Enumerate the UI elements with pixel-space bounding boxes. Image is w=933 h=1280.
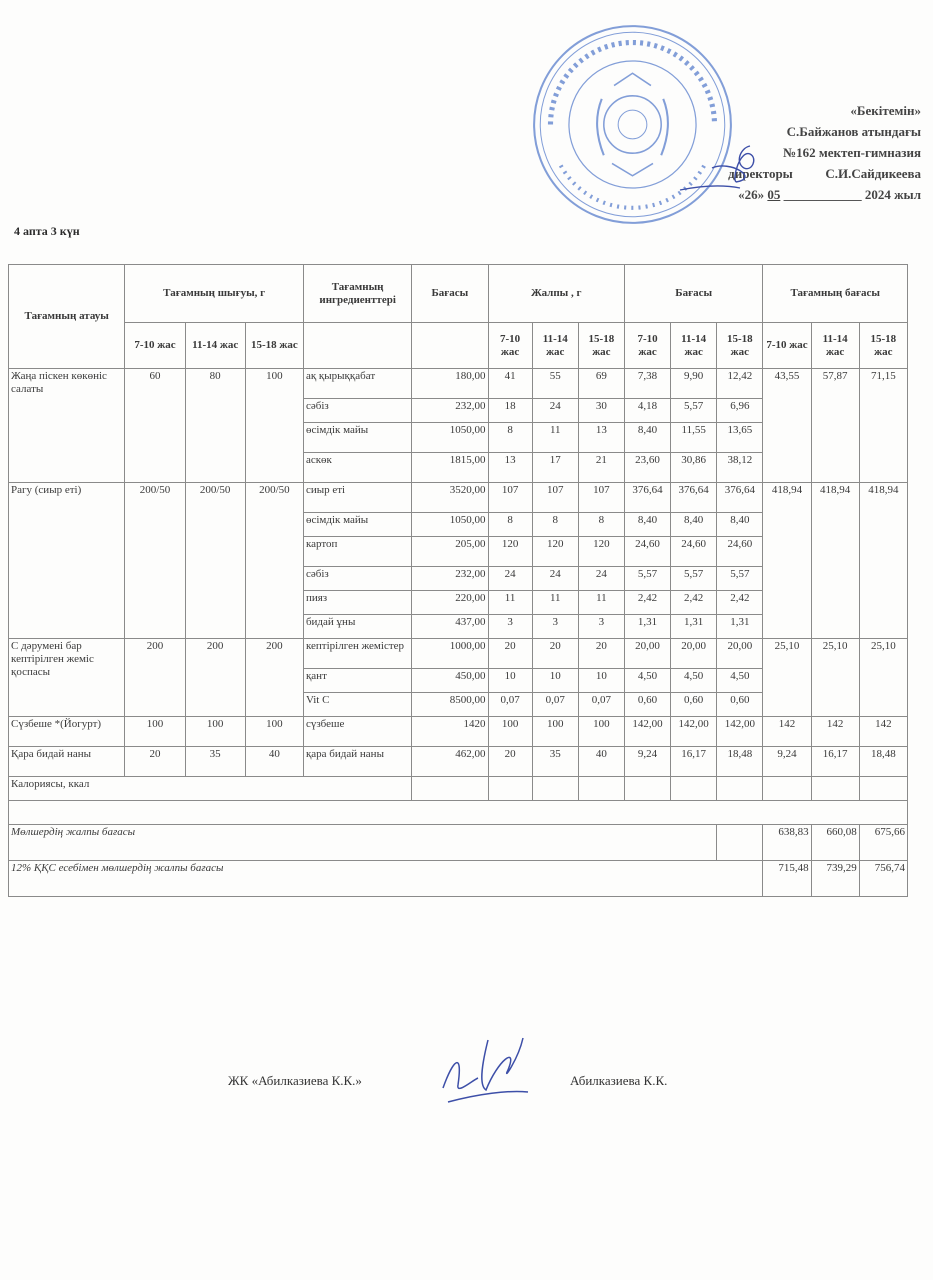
header-gross: Жалпы , г xyxy=(488,265,624,323)
gross-weight: 55 xyxy=(532,369,578,399)
gross-weight: 0,07 xyxy=(578,693,624,717)
header-cost: Бағасы xyxy=(624,265,762,323)
ingredient-price: 1420 xyxy=(412,717,488,747)
dish-output: 100 xyxy=(245,369,303,483)
ingredient-cost: 7,38 xyxy=(624,369,670,399)
gross-weight: 107 xyxy=(578,483,624,513)
gross-weight: 24 xyxy=(532,399,578,423)
ingredient-price: 450,00 xyxy=(412,669,488,693)
calories-row xyxy=(9,777,908,801)
total-label: Мөлшердің жалпы бағасы xyxy=(9,825,717,861)
ingredient-name: ақ қырыққабат xyxy=(303,369,411,399)
ingredient-price: 437,00 xyxy=(412,615,488,639)
ingredient-cost: 4,50 xyxy=(624,669,670,693)
ingredient-cost: 142,00 xyxy=(717,717,763,747)
ingredient-cost: 16,17 xyxy=(671,747,717,777)
director-name: С.И.Сайдикеева xyxy=(825,166,921,181)
dish-name: Сүзбеше *(Йогурт) xyxy=(9,717,125,747)
dish-price: 9,24 xyxy=(763,747,811,777)
ingredient-cost: 6,96 xyxy=(717,399,763,423)
header-age: 11-14 жас xyxy=(185,323,245,369)
header-age: 11-14 жас xyxy=(532,323,578,369)
ingredient-cost: 20,00 xyxy=(671,639,717,669)
gross-weight: 8 xyxy=(532,513,578,537)
ingredient-cost: 12,42 xyxy=(717,369,763,399)
ingredient-name: картоп xyxy=(303,537,411,567)
ingredient-name: өсімдік майы xyxy=(303,513,411,537)
dish-output: 200/50 xyxy=(125,483,185,639)
dish-output: 40 xyxy=(245,747,303,777)
approval-block: «Бекітемін» С.Байжанов атындағы №162 мектеп-гимназия директоры С.И.Сайдикеева «26» 05 ____________ 2024 жыл xyxy=(621,100,921,205)
ingredient-price: 1050,00 xyxy=(412,423,488,453)
vat-total-value: 739,29 xyxy=(811,861,859,897)
ingredient-name: сәбіз xyxy=(303,399,411,423)
menu-table xyxy=(8,264,908,897)
gross-weight: 11 xyxy=(578,591,624,615)
ingredient-cost: 24,60 xyxy=(671,537,717,567)
table-row xyxy=(9,369,908,399)
header-age: 15-18 жас xyxy=(717,323,763,369)
ingredient-cost: 1,31 xyxy=(717,615,763,639)
ingredient-price: 232,00 xyxy=(412,567,488,591)
dish-name: С дәрумені бар кептірілген жеміс қоспасы xyxy=(9,639,125,717)
ingredient-cost: 30,86 xyxy=(671,453,717,483)
gross-weight: 69 xyxy=(578,369,624,399)
table-row xyxy=(9,483,908,513)
gross-weight: 41 xyxy=(488,369,532,399)
ingredient-cost: 0,60 xyxy=(624,693,670,717)
ingredient-name: өсімдік майы xyxy=(303,423,411,453)
header-dish-price: Тағамның бағасы xyxy=(763,265,908,323)
approval-title: «Бекітемін» xyxy=(850,103,921,118)
dish-price: 71,15 xyxy=(859,369,907,483)
gross-weight: 3 xyxy=(578,615,624,639)
ingredient-price: 462,00 xyxy=(412,747,488,777)
gross-weight: 18 xyxy=(488,399,532,423)
approval-line-2: №162 мектеп-гимназия xyxy=(783,145,921,160)
vat-total-value: 756,74 xyxy=(859,861,907,897)
ingredient-cost: 8,40 xyxy=(624,513,670,537)
ingredient-name: пияз xyxy=(303,591,411,615)
footer-right: Абилказиева К.К. xyxy=(570,1073,668,1088)
ingredient-price: 1815,00 xyxy=(412,453,488,483)
ingredient-name: сиыр еті xyxy=(303,483,411,513)
gross-weight: 3 xyxy=(488,615,532,639)
ingredient-price: 180,00 xyxy=(412,369,488,399)
header-age: 7-10 жас xyxy=(624,323,670,369)
dish-price: 418,94 xyxy=(811,483,859,639)
gross-weight: 100 xyxy=(532,717,578,747)
dish-name: Жаңа піскен көкөніс салаты xyxy=(9,369,125,483)
dish-price: 18,48 xyxy=(859,747,907,777)
header-age: 7-10 жас xyxy=(125,323,185,369)
gross-weight: 24 xyxy=(488,567,532,591)
ingredient-cost: 4,50 xyxy=(717,669,763,693)
ingredient-price: 220,00 xyxy=(412,591,488,615)
vat-total-value: 715,48 xyxy=(763,861,811,897)
table-row xyxy=(9,717,908,747)
ingredient-cost: 1,31 xyxy=(624,615,670,639)
total-value: 660,08 xyxy=(811,825,859,861)
dish-price: 43,55 xyxy=(763,369,811,483)
dish-price: 142 xyxy=(859,717,907,747)
ingredient-cost: 8,40 xyxy=(717,513,763,537)
ingredient-cost: 376,64 xyxy=(671,483,717,513)
ingredient-cost: 0,60 xyxy=(671,693,717,717)
gross-weight: 100 xyxy=(578,717,624,747)
ingredient-cost: 0,60 xyxy=(717,693,763,717)
header-age: 7-10 жас xyxy=(488,323,532,369)
dish-price: 25,10 xyxy=(763,639,811,717)
gross-weight: 10 xyxy=(532,669,578,693)
ingredient-cost: 142,00 xyxy=(671,717,717,747)
gross-weight: 20 xyxy=(578,639,624,669)
total-value: 638,83 xyxy=(763,825,811,861)
date-year: 2024 жыл xyxy=(864,187,921,202)
calories-label: Калориясы, ккал xyxy=(9,777,412,801)
ingredient-cost: 8,40 xyxy=(624,423,670,453)
dish-price: 25,10 xyxy=(859,639,907,717)
date-month: 05 xyxy=(767,187,781,202)
header-age: 7-10 жас xyxy=(763,323,811,369)
ingredient-cost: 5,57 xyxy=(671,567,717,591)
gross-weight: 11 xyxy=(488,591,532,615)
ingredient-name: қант xyxy=(303,669,411,693)
ingredient-cost: 24,60 xyxy=(624,537,670,567)
dish-price: 142 xyxy=(763,717,811,747)
header-price: Бағасы xyxy=(412,265,488,323)
total-row xyxy=(9,825,908,861)
ingredient-cost: 13,65 xyxy=(717,423,763,453)
gross-weight: 20 xyxy=(532,639,578,669)
dish-price: 418,94 xyxy=(859,483,907,639)
gross-weight: 120 xyxy=(488,537,532,567)
gross-weight: 21 xyxy=(578,453,624,483)
week-day-label: 4 апта 3 күн xyxy=(14,224,80,238)
ingredient-cost: 11,55 xyxy=(671,423,717,453)
gross-weight: 8 xyxy=(578,513,624,537)
gross-weight: 30 xyxy=(578,399,624,423)
ingredient-name: кептірілген жемістер xyxy=(303,639,411,669)
director-label: директоры xyxy=(728,166,793,181)
ingredient-name: аскөк xyxy=(303,453,411,483)
table-subheader-row xyxy=(9,323,908,369)
dish-price: 57,87 xyxy=(811,369,859,483)
table-header-row xyxy=(9,265,908,323)
gross-weight: 24 xyxy=(532,567,578,591)
dish-output: 200 xyxy=(245,639,303,717)
ingredient-price: 8500,00 xyxy=(412,693,488,717)
header-ingredients: Тағамның ингредиенттері xyxy=(303,265,411,323)
empty-row xyxy=(9,801,908,825)
dish-price: 25,10 xyxy=(811,639,859,717)
ingredient-price: 232,00 xyxy=(412,399,488,423)
date-day: «26» xyxy=(738,187,765,202)
gross-weight: 24 xyxy=(578,567,624,591)
dish-output: 100 xyxy=(125,717,185,747)
ingredient-cost: 38,12 xyxy=(717,453,763,483)
gross-weight: 107 xyxy=(488,483,532,513)
supplier-signature-icon xyxy=(428,1030,538,1110)
ingredient-cost: 142,00 xyxy=(624,717,670,747)
dish-price: 418,94 xyxy=(763,483,811,639)
ingredient-cost: 4,50 xyxy=(671,669,717,693)
dish-output: 60 xyxy=(125,369,185,483)
gross-weight: 0,07 xyxy=(488,693,532,717)
vat-total-row xyxy=(9,861,908,897)
gross-weight: 10 xyxy=(578,669,624,693)
ingredient-cost: 9,24 xyxy=(624,747,670,777)
gross-weight: 40 xyxy=(578,747,624,777)
header-age: 15-18 жас xyxy=(578,323,624,369)
dish-name: Қара бидай наны xyxy=(9,747,125,777)
ingredient-cost: 18,48 xyxy=(717,747,763,777)
gross-weight: 3 xyxy=(532,615,578,639)
table-row xyxy=(9,639,908,669)
dish-price: 16,17 xyxy=(811,747,859,777)
ingredient-price: 1000,00 xyxy=(412,639,488,669)
table-row xyxy=(9,747,908,777)
ingredient-price: 1050,00 xyxy=(412,513,488,537)
dish-output: 80 xyxy=(185,369,245,483)
ingredient-cost: 4,18 xyxy=(624,399,670,423)
header-age: 11-14 жас xyxy=(811,323,859,369)
header-dish: Тағамның атауы xyxy=(9,265,125,369)
dish-output: 200/50 xyxy=(185,483,245,639)
ingredient-cost: 2,42 xyxy=(671,591,717,615)
gross-weight: 17 xyxy=(532,453,578,483)
dish-output: 100 xyxy=(245,717,303,747)
ingredient-name: сәбіз xyxy=(303,567,411,591)
dish-output: 20 xyxy=(125,747,185,777)
gross-weight: 10 xyxy=(488,669,532,693)
approval-line-1: С.Байжанов атындағы xyxy=(786,124,921,139)
ingredient-cost: 9,90 xyxy=(671,369,717,399)
dish-output: 200/50 xyxy=(245,483,303,639)
footer-left: ЖК «Абилказиева К.К.» xyxy=(228,1073,362,1088)
gross-weight: 107 xyxy=(532,483,578,513)
ingredient-cost: 5,57 xyxy=(717,567,763,591)
gross-weight: 8 xyxy=(488,513,532,537)
header-age: 11-14 жас xyxy=(671,323,717,369)
ingredient-cost: 24,60 xyxy=(717,537,763,567)
gross-weight: 0,07 xyxy=(532,693,578,717)
gross-weight: 11 xyxy=(532,423,578,453)
ingredient-price: 205,00 xyxy=(412,537,488,567)
vat-total-label: 12% ҚҚС есебімен мөлшердің жалпы бағасы xyxy=(9,861,763,897)
dish-output: 100 xyxy=(185,717,245,747)
ingredient-cost: 376,64 xyxy=(624,483,670,513)
ingredient-cost: 2,42 xyxy=(717,591,763,615)
ingredient-name: сүзбеше xyxy=(303,717,411,747)
header-age: 15-18 жас xyxy=(859,323,907,369)
gross-weight: 120 xyxy=(578,537,624,567)
dish-output: 35 xyxy=(185,747,245,777)
ingredient-cost: 2,42 xyxy=(624,591,670,615)
ingredient-name: қара бидай наны xyxy=(303,747,411,777)
gross-weight: 35 xyxy=(532,747,578,777)
ingredient-cost: 376,64 xyxy=(717,483,763,513)
ingredient-price: 3520,00 xyxy=(412,483,488,513)
dish-name: Рагу (сиыр еті) xyxy=(9,483,125,639)
dish-price: 142 xyxy=(811,717,859,747)
ingredient-cost: 5,57 xyxy=(624,567,670,591)
ingredient-cost: 20,00 xyxy=(717,639,763,669)
header-output: Тағамның шығуы, г xyxy=(125,265,304,323)
gross-weight: 20 xyxy=(488,747,532,777)
gross-weight: 11 xyxy=(532,591,578,615)
ingredient-cost: 8,40 xyxy=(671,513,717,537)
ingredient-name: бидай ұны xyxy=(303,615,411,639)
gross-weight: 20 xyxy=(488,639,532,669)
ingredient-cost: 1,31 xyxy=(671,615,717,639)
ingredient-cost: 20,00 xyxy=(624,639,670,669)
gross-weight: 8 xyxy=(488,423,532,453)
dish-output: 200 xyxy=(185,639,245,717)
ingredient-cost: 5,57 xyxy=(671,399,717,423)
gross-weight: 120 xyxy=(532,537,578,567)
header-age: 15-18 жас xyxy=(245,323,303,369)
gross-weight: 100 xyxy=(488,717,532,747)
ingredient-name: Vit C xyxy=(303,693,411,717)
gross-weight: 13 xyxy=(578,423,624,453)
dish-output: 200 xyxy=(125,639,185,717)
gross-weight: 13 xyxy=(488,453,532,483)
total-value: 675,66 xyxy=(859,825,907,861)
director-signature-icon xyxy=(640,138,770,198)
ingredient-cost: 23,60 xyxy=(624,453,670,483)
